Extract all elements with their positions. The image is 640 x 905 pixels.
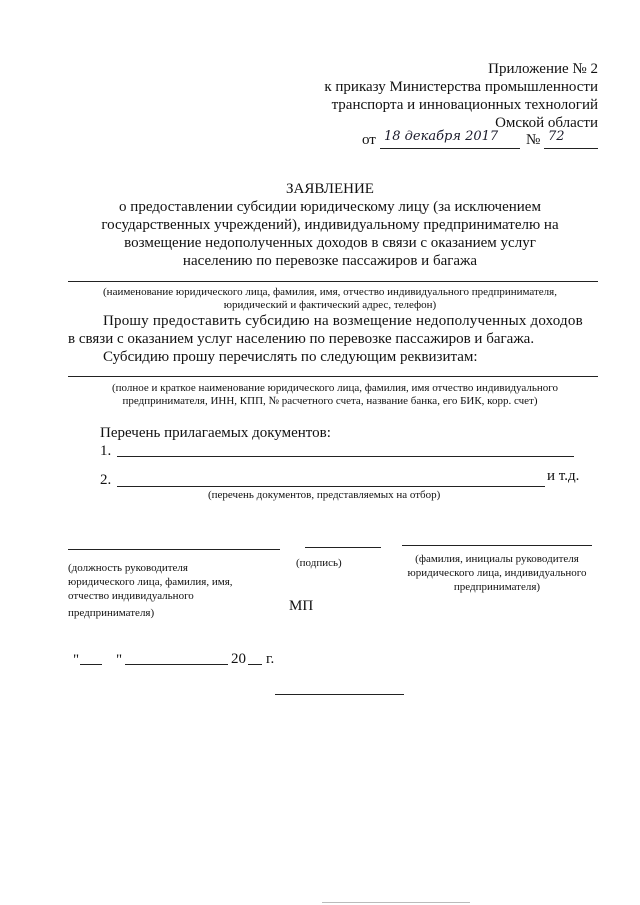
title-line-4: населению по перевозке пассажиров и багажа [182,253,478,269]
handwritten-number: 72 [548,129,565,144]
date-underline [380,148,520,149]
title-line-3: возмещение недополученных доходов в связи с оказанием услуг [124,235,536,251]
requisites-hint-1: (полное и краткое наименование юридического лица, фамилия, имя отчество индивидуального [111,382,559,394]
name-input-line[interactable] [402,545,592,546]
document-item-2-line[interactable] [117,486,545,487]
document-item-2-number: 2. [100,472,112,488]
document-item-1-line[interactable] [117,456,574,457]
year-prefix: 20 [231,651,246,667]
document-item-1-number: 1. [100,443,112,459]
applicant-hint-1: (наименование юридического лица, фамилия, имя, отчество индивидуального предпринимателя, [103,286,557,298]
documents-etc: и т.д. [547,468,580,484]
request-line-3: Субсидию прошу перечислять по следующим реквизитам: [103,349,478,365]
number-underline [544,148,598,149]
appendix-number: Приложение № 2 [488,61,598,77]
name-hint-1: (фамилия, инициалы руководителя [415,553,579,565]
position-hint-4: предпринимателя) [68,607,155,619]
number-prefix: № [526,132,541,148]
stamp-mark: МП [289,598,314,614]
documents-hint: (перечень документов, представляемых на отбор) [208,489,441,501]
order-line-2: транспорта и инновационных технологий [331,97,598,113]
documents-heading: Перечень прилагаемых документов: [100,425,331,441]
position-hint-2: юридического лица, фамилия, имя, [68,576,233,588]
title-line-1: о предоставлении субсидии юридическому лицу (за исключением [119,199,541,215]
name-hint-2: юридического лица, индивидуального [407,567,587,579]
signature-input-line[interactable] [305,547,381,548]
position-input-line[interactable] [68,549,280,550]
name-hint-3: предпринимателя) [453,581,541,593]
day-input-line[interactable] [80,664,102,665]
request-line-2: в связи с оказанием услуг населению по перевозке пассажиров и багажа. [68,331,535,347]
date-open-quote: " [73,652,80,668]
handwritten-date: 18 декабря 2017 [384,129,499,144]
signature-hint: (подпись) [296,557,342,569]
position-hint-1: (должность руководителя [68,562,188,574]
scan-edge-line [322,902,470,903]
order-line-1: к приказу Министерства промышленности [324,79,598,95]
request-line-1: Прошу предоставить субсидию на возмещение недополученных доходов [103,313,583,329]
month-input-line[interactable] [125,664,228,665]
document-title: ЗАЯВЛЕНИЕ [286,181,374,197]
year-input-line[interactable] [248,664,262,665]
date-close-quote: " [116,652,123,668]
order-line-3: Омской области [495,115,598,131]
position-hint-3: отчество индивидуального [68,590,194,602]
year-suffix: г. [266,651,275,667]
applicant-hint-2: юридический и фактический адрес, телефон) [223,299,437,311]
requisites-input-line[interactable] [68,376,598,377]
applicant-input-line[interactable] [68,281,598,282]
requisites-hint-2: предпринимателя, ИНН, КПП, № расчетного счета, название банка, его БИК, корр. счет) [122,395,538,407]
date-prefix: от [362,132,376,148]
closing-divider [275,694,404,695]
title-line-2: государственных учреждений), индивидуальному предпринимателю на [101,217,559,233]
